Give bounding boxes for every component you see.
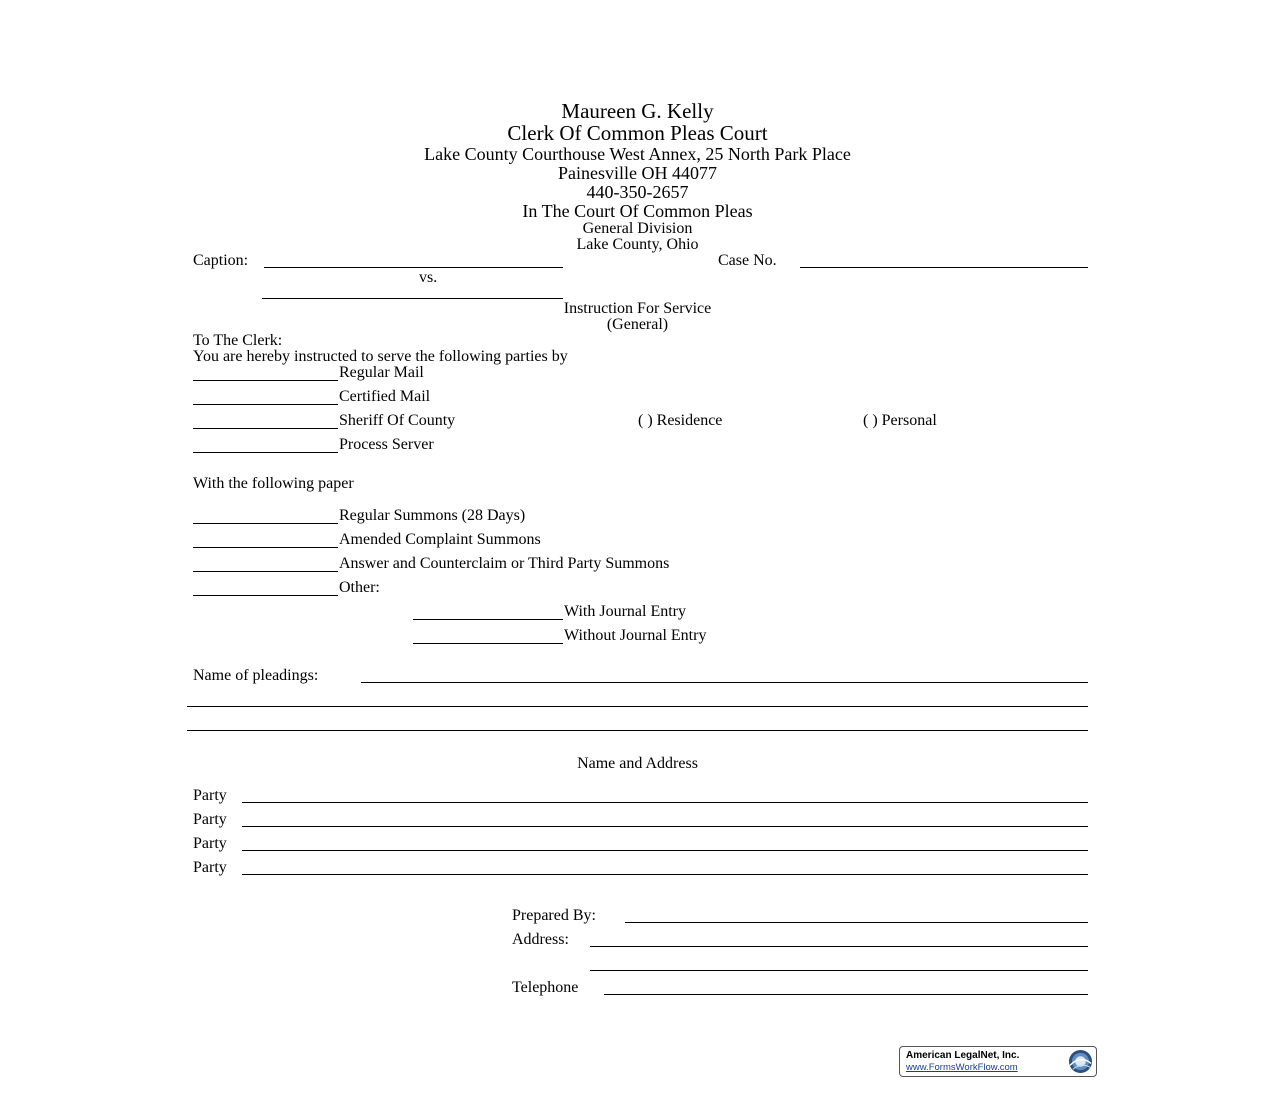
process-server-label: Process Server [339, 436, 434, 453]
process-server-blank[interactable] [193, 452, 338, 453]
court-title: Clerk Of Common Pleas Court [507, 121, 768, 145]
certified-mail-blank[interactable] [193, 404, 338, 405]
pleadings-field-line-2[interactable] [187, 706, 1088, 707]
amended-complaint-label: Amended Complaint Summons [339, 531, 541, 548]
clerk-name: Maureen G. Kelly [561, 99, 714, 123]
counterclaim-label: Answer and Counterclaim or Third Party Summons [339, 555, 670, 572]
pleadings-field-line-3[interactable] [187, 730, 1088, 731]
with-journal-label: With Journal Entry [564, 603, 686, 620]
form-subtitle: (General) [606, 316, 669, 333]
court-division: General Division [582, 220, 693, 237]
paper-intro: With the following paper [193, 475, 354, 492]
court-county: Lake County, Ohio [576, 236, 699, 253]
party-label: Party [193, 835, 227, 852]
court-phone: 440-350-2657 [586, 182, 689, 202]
party-field[interactable] [242, 850, 1088, 851]
logo-url-link[interactable]: www.FormsWorkFlow.com [906, 1062, 1018, 1073]
personal-option[interactable]: ( ) Personal [863, 412, 937, 429]
caption-label: Caption: [193, 252, 249, 269]
to-clerk-text: To The Clerk: [193, 332, 283, 349]
other-label: Other: [339, 579, 380, 596]
logo-company-name: American LegalNet, Inc. [906, 1050, 1020, 1061]
party-field[interactable] [242, 874, 1088, 875]
party-field[interactable] [242, 802, 1088, 803]
preparer-telephone-label: Telephone [512, 979, 579, 996]
case-no-field[interactable] [800, 267, 1088, 268]
regular-summons-blank[interactable] [193, 523, 338, 524]
prepared-by-field[interactable] [625, 922, 1088, 923]
pleadings-field[interactable] [361, 682, 1088, 683]
court-address: Lake County Courthouse West Annex, 25 North Park Place [424, 144, 851, 164]
without-journal-label: Without Journal Entry [564, 627, 707, 644]
preparer-address-field-line-2[interactable] [590, 970, 1088, 971]
american-legalnet-logo[interactable] [899, 1046, 1097, 1077]
certified-mail-label: Certified Mail [339, 388, 431, 405]
case-no-label: Case No. [718, 252, 777, 269]
preparer-telephone-field[interactable] [604, 994, 1088, 995]
caption-field[interactable] [264, 267, 563, 268]
preparer-address-label: Address: [512, 931, 569, 948]
party-label: Party [193, 811, 227, 828]
regular-summons-label: Regular Summons (28 Days) [339, 507, 526, 524]
party-label: Party [193, 787, 227, 804]
amended-complaint-blank[interactable] [193, 547, 338, 548]
regular-mail-blank[interactable] [193, 380, 338, 381]
prepared-by-label: Prepared By: [512, 907, 596, 924]
parties-heading: Name and Address [577, 755, 698, 772]
with-journal-blank[interactable] [413, 619, 563, 620]
preparer-address-field[interactable] [590, 946, 1088, 947]
globe-icon [1068, 1049, 1093, 1074]
versus-label: vs. [419, 269, 438, 286]
sheriff-blank[interactable] [193, 428, 338, 429]
residence-option[interactable]: ( ) Residence [638, 412, 723, 429]
without-journal-blank[interactable] [413, 643, 563, 644]
instructions-text: You are hereby instructed to serve the following parties by [193, 348, 568, 365]
defendant-field[interactable] [262, 298, 563, 299]
regular-mail-label: Regular Mail [339, 364, 424, 381]
party-field[interactable] [242, 826, 1088, 827]
court-name: In The Court Of Common Pleas [522, 201, 753, 221]
pleadings-label: Name of pleadings: [193, 667, 319, 684]
party-label: Party [193, 859, 227, 876]
sheriff-label: Sheriff Of County [339, 412, 456, 429]
counterclaim-blank[interactable] [193, 571, 338, 572]
other-blank[interactable] [193, 595, 338, 596]
form-title: Instruction For Service [563, 300, 712, 317]
court-city: Painesville OH 44077 [558, 163, 717, 183]
